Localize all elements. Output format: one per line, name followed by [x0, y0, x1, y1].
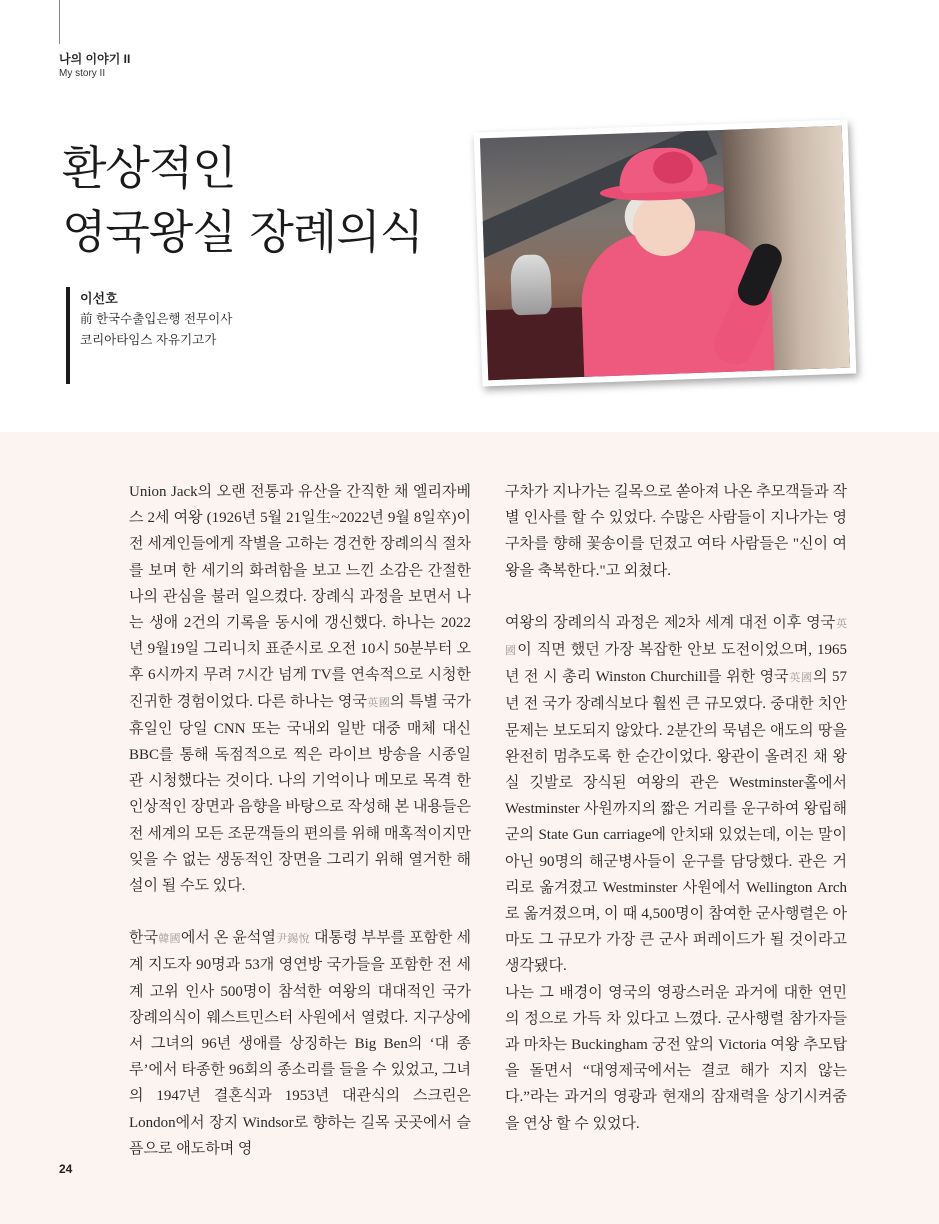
title-line-2: 영국왕실 장례의식: [62, 205, 424, 259]
author-bar: [66, 287, 70, 384]
title-line-1: 환상적인: [62, 141, 236, 195]
article-title: [62, 136, 423, 264]
page-number: 24: [59, 1162, 73, 1176]
section-label: 나의 이야기 II: [59, 52, 131, 66]
paragraph: 구차가 지나가는 길목으로 쏟아져 나온 추모객들과 작별 인사를 할 수 있었다. 수많은 사람들이 지나가는 영구차를 향해 꽃송이를 던졌고 여타 사람들은 "신이 여왕을 축복한다."고 외쳤다.: [505, 484, 847, 579]
queen-photo: [474, 120, 857, 387]
photo-image: [480, 126, 850, 380]
paragraph: 여왕의 장례의식 과정은 제2차 세계 대전 이후 영국英國이 직면 했던 가장 복잡한 안보 도전이었으며, 1965년 전 시 총리 Winston Churchill를 위한 영국英國의 57년 전 국가 장례식보다 훨씬 큰 규모였다. 중대한 치안 문제는 보도되지 않았다. 2분간의 묵념은 애도의 땅을 완전히 멈추도록 한 순간이었다. 왕관이 올려진 채 왕실 깃발로 장식된 여왕의 관은 Westminster홀에서 Westminster 사원까지의 짧은 거리를 운구하여 왕립해군의 State Gun carriage에 안치돼 있었는데, 이는 말이 아닌 90명의 해군병사들이 운구를 담당했다. 관은 거리로 옮겨졌고 Westminster 사원에서 Wellington Arch로 옮겨졌으며, 이 때 4,500명이 참여한 군사행렬은 아마도 그 규모가 가장 큰 군사 퍼레이드가 될 것이라고 생각됐다.: [505, 614, 848, 975]
body-column-left: [129, 479, 471, 1162]
author-role-1: 前 한국수출입은행 전무이사: [80, 312, 233, 326]
body-column-right: [505, 479, 847, 1137]
author-name: 이선호: [80, 291, 118, 306]
section-label-english: My story II: [59, 68, 106, 79]
paragraph: Union Jack의 오랜 전통과 유산을 간직한 채 엘리자베스 2세 여왕 (1926년 5월 21일生~2022년 9월 8일卒)이 전 세계인들에게 작별을 고하는 경건한 장례의식 절차를 보며 한 세기의 화려함을 보고 느낀 소감은 간절한 나의 관심을 불러 일으켰다. 장례식 과정을 보면서 나는 생애 2건의 기록을 동시에 갱신했다. 하나는 2022년 9월19일 그리니치 표준시로 오전 10시 50분부터 오후 6시까지 무려 7시간 넘게 TV를 연속적으로 시청한 진귀한 경험이었다. 다른 하나는 영국英國의 특별 국가 휴일인 당일 CNN 또는 국내외 일반 대중 매체 대신 BBC를 통해 독점적으로 찍은 라이브 방송을 시종일관 시청했다는 것이다. 나의 기억이나 메모로 목격 한 인상적인 장면과 음향을 바탕으로 작성해 본 내용들은 전 세계의 모든 조문객들의 편의를 위해 매혹적이지만 잊을 수 없는 생동적인 장면을 그리기 위해 열거한 해설이 될 수도 있다.: [129, 484, 471, 895]
author-block: [80, 288, 232, 351]
paragraph: 나는 그 배경이 영국의 영광스러운 과거에 대한 연민의 정으로 가득 차 있다고 느꼈다. 군사행렬 참가자들과 마차는 Buckingham 궁전 앞의 Victoria 여왕 추모탑을 돌면서 “대영제국에서는 결코 해가 지지 않는다.”라는 과거의 영광과 현재의 잠재력을 상기시켜줌을 연상 할 수 있었다.: [505, 984, 847, 1132]
paragraph: 한국韓國에서 온 윤석열尹錫悅 대통령 부부를 포함한 세계 지도자 90명과 53개 영연방 국가들을 포함한 전 세계 고위 인사 500명이 참석한 여왕의 대대적인 국가 장례의식이 웨스트민스터 사원에서 열렸다. 지구상에서 그녀의 96년 생애를 상징하는 Big Ben의 ‘대 종루’에서 타종한 96회의 종소리를 들을 수 있었고, 그녀의 1947년 결혼식과 1953년 대관식의 스크린은 London에서 장지 Windsor로 향하는 길목 곳곳에서 슬픔으로 애도하며 영: [129, 930, 471, 1157]
top-rule: [59, 0, 60, 44]
author-role-2: 코리아타임스 자유기고가: [80, 333, 217, 347]
